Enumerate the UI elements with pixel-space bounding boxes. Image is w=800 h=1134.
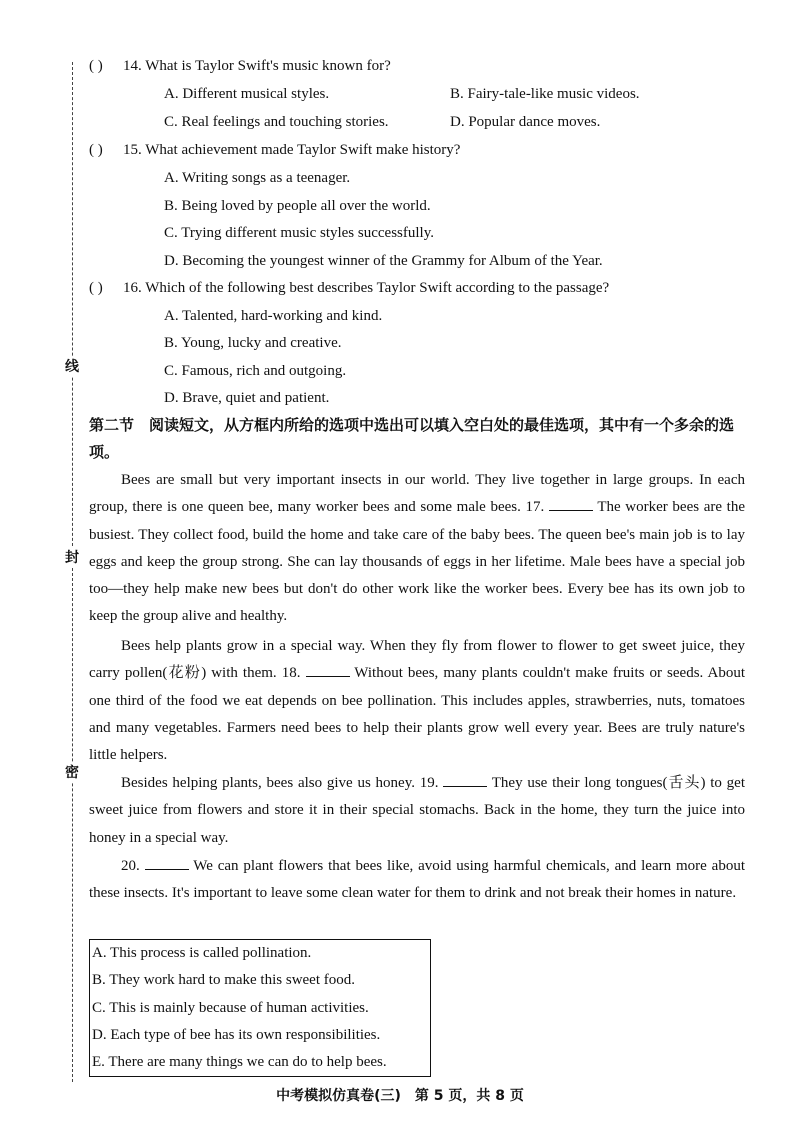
option-a: A. Different musical styles. bbox=[164, 86, 330, 102]
choice-e: E. There are many things we can do to help bees. bbox=[92, 1054, 387, 1071]
option-b: B. Being loved by people all over the world. bbox=[164, 198, 431, 214]
passage-text: Bees help plants grow in a special way. When they fly from flower to flower to get sweet juice, they carry pollen(花粉) with them. 18. bbox=[89, 638, 745, 682]
passage-text: The worker bees are the busiest. They collect food, build the home and take care of the baby bees. The queen bee's main job is to lay eggs and keep the group strong. She can lay thousands of eggs in her lifetime. Male bees have a special job too—they help make new bees but don't do other work like the worker bees. Every bee has its own job to keep the group alive and healthy. bbox=[89, 499, 746, 625]
blank-19[interactable] bbox=[443, 774, 487, 787]
passage-text: Besides helping plants, bees also give us honey. 19. bbox=[121, 775, 439, 791]
passage-paragraph-4 bbox=[89, 853, 745, 908]
blank-17[interactable] bbox=[549, 498, 593, 511]
passage-text: They use their long tongues(舌头) to get sweet juice from flowers and store it in their special stomachs. Back in the home, they turn the juice into honey in a special way. bbox=[89, 775, 745, 846]
blank-20[interactable] bbox=[145, 857, 189, 870]
passage-text: Without bees, many plants couldn't make fruits or seeds. About one third of the food we eat depends on bee pollination. This includes apples, strawberries, nuts, tomatoes and many vegetables. Farmers need bees to help their plants grow well every year. Bees are truly nature's little helpers. bbox=[89, 665, 746, 764]
option-a: A. Talented, hard-working and kind. bbox=[164, 308, 383, 324]
passage-paragraph-2 bbox=[89, 633, 745, 769]
option-c: C. Real feelings and touching stories. bbox=[164, 114, 389, 130]
answer-paren[interactable]: ( ) bbox=[89, 280, 103, 296]
page-footer: 中考模拟仿真卷(三) 第 5 页，共 8 页 bbox=[276, 1088, 524, 1104]
margin-mark-xian: 线 bbox=[64, 356, 80, 376]
option-b: B. Fairy-tale-like music videos. bbox=[450, 86, 640, 102]
section-heading: 第二节 阅读短文，从方框内所给的选项中选出可以填入空白处的最佳选项，其中有一个多余的选项。 bbox=[89, 416, 735, 461]
answer-paren[interactable]: ( ) bbox=[89, 142, 103, 158]
question-15 bbox=[89, 142, 460, 159]
option-a: A. Writing songs as a teenager. bbox=[164, 170, 351, 186]
choice-c: C. This is mainly because of human activities. bbox=[92, 999, 369, 1016]
passage-text: 20. bbox=[121, 858, 140, 874]
passage-text: Bees are small but very important insects in our world. They live together in large groups. In each group, there is one queen bee, many worker bees and some male bees. 17. bbox=[89, 472, 745, 516]
option-d: D. Popular dance moves. bbox=[450, 114, 601, 130]
question-stem: 16. Which of the following best describes Taylor Swift according to the passage? bbox=[123, 280, 610, 296]
choice-a: A. This process is called pollination. bbox=[92, 945, 312, 961]
question-16 bbox=[89, 280, 609, 297]
question-stem: 14. What is Taylor Swift's music known for? bbox=[123, 58, 391, 74]
passage-paragraph-3 bbox=[89, 770, 745, 852]
answer-paren[interactable]: ( ) bbox=[89, 58, 103, 74]
option-d: D. Becoming the youngest winner of the Grammy for Album of the Year. bbox=[164, 253, 603, 269]
choice-d: D. Each type of bee has its own responsibilities. bbox=[92, 1026, 381, 1043]
passage-paragraph-1 bbox=[89, 467, 745, 631]
choice-b: B. They work hard to make this sweet food. bbox=[92, 972, 356, 989]
option-c: C. Trying different music styles successfully. bbox=[164, 225, 434, 241]
blank-18[interactable] bbox=[306, 664, 350, 677]
choices-box bbox=[89, 939, 431, 1077]
margin-mark-mi: 密 bbox=[64, 762, 80, 782]
question-14 bbox=[89, 58, 391, 75]
margin-mark-feng: 封 bbox=[64, 547, 80, 567]
binding-margin-line bbox=[72, 62, 73, 1082]
question-stem: 15. What achievement made Taylor Swift make history? bbox=[123, 142, 461, 158]
passage-text: We can plant flowers that bees like, avoid using harmful chemicals, and learn more about these insects. It's important to leave some clean water for them to drink and not break their homes in nature. bbox=[89, 858, 745, 902]
option-b: B. Young, lucky and creative. bbox=[164, 335, 342, 351]
option-d: D. Brave, quiet and patient. bbox=[164, 390, 330, 406]
option-c: C. Famous, rich and outgoing. bbox=[164, 363, 347, 379]
